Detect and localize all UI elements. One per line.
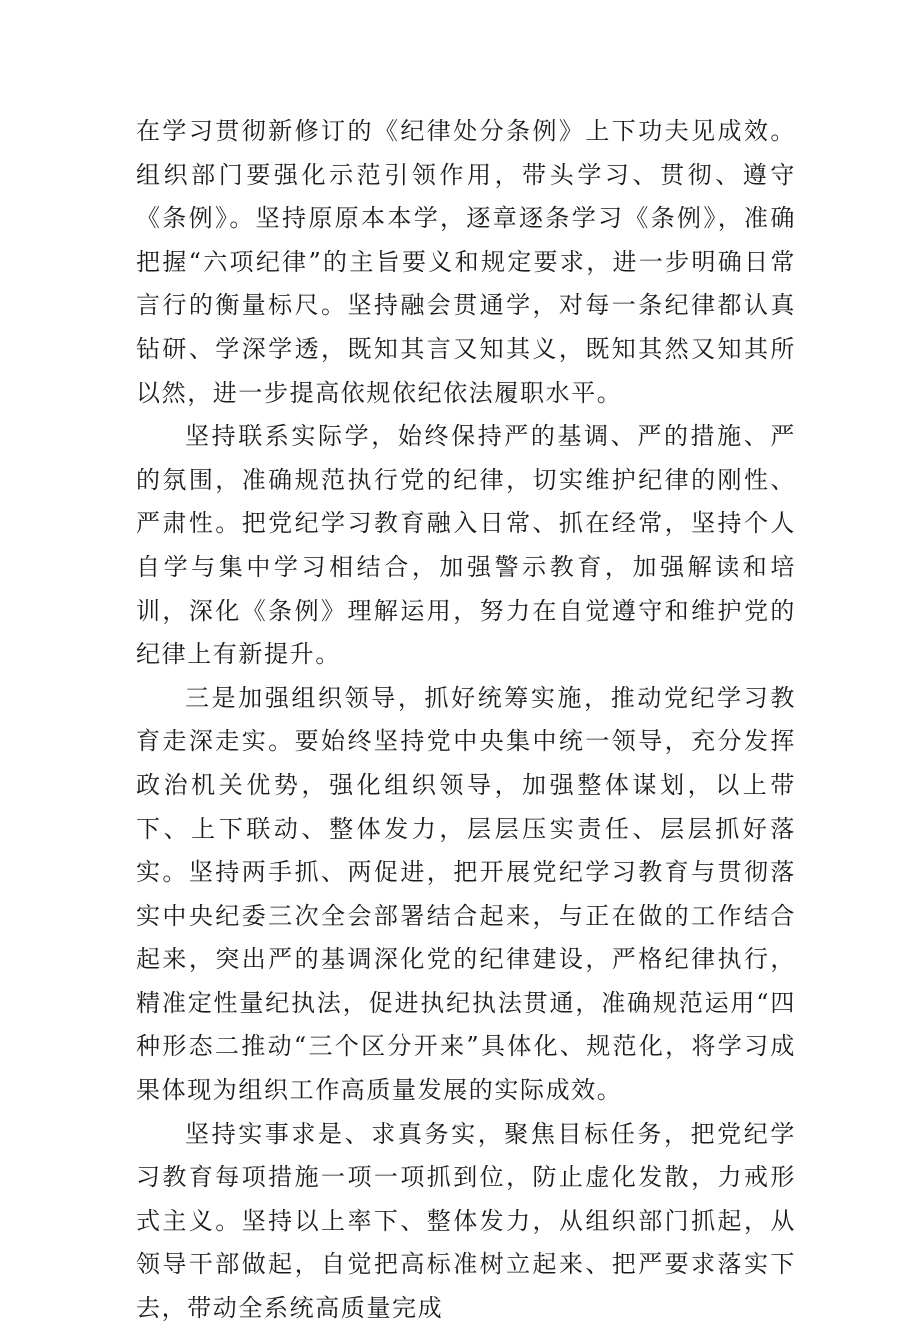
document-body: [136, 110, 796, 1331]
paragraph-4: 坚持实事求是、求真务实，聚焦目标任务，把党纪学习教育每项措施一项一项抓到位，防止虚化发散，力戒形式主义。坚持以上率下、整体发力，从组织部门抓起，从领导干部做起，自觉把高标准树立起来、把严要求落实下去，带动全系统高质量完成: [136, 1119, 796, 1323]
paragraph-2: 坚持联系实际学，始终保持严的基调、严的措施、严的氛围，准确规范执行党的纪律，切实维护纪律的刚性、严肃性。把党纪学习教育融入日常、抓在经常，坚持个人自学与集中学习相结合，加强警示教育，加强解读和培训，深化《条例》理解运用，努力在自觉遵守和维护党的纪律上有新提升。: [136, 422, 796, 669]
paragraph-3: 三是加强组织领导，抓好统筹实施，推动党纪学习教育走深走实。要始终坚持党中央集中统一领导，充分发挥政治机关优势，强化组织领导，加强整体谋划，以上带下、上下联动、整体发力，层层压实责任、层层抓好落实。坚持两手抓、两促进，把开展党纪学习教育与贯彻落实中央纪委三次全会部署结合起来，与正在做的工作结合起来，突出严的基调深化党的纪律建设，严格纪律执行，精准定性量纪执法，促进执纪执法贯通，准确规范运用“四种形态二推动“三个区分开来”具体化、规范化，将学习成果体现为组织工作高质量发展的实际成效。: [136, 683, 796, 1105]
paragraph-1: 在学习贯彻新修订的《纪律处分条例》上下功夫见成效。组织部门要强化示范引领作用，带头学习、贯彻、遵守《条例》。坚持原原本本学，逐章逐条学习《条例》，准确把握“六项纪律”的主旨要义和规定要求，进一步明确日常言行的衡量标尺。坚持融会贯通学，对每一条纪律都认真钻研、学深学透，既知其言又知其义，既知其然又知其所以然，进一步提高依规依纪依法履职水平。: [136, 117, 796, 407]
